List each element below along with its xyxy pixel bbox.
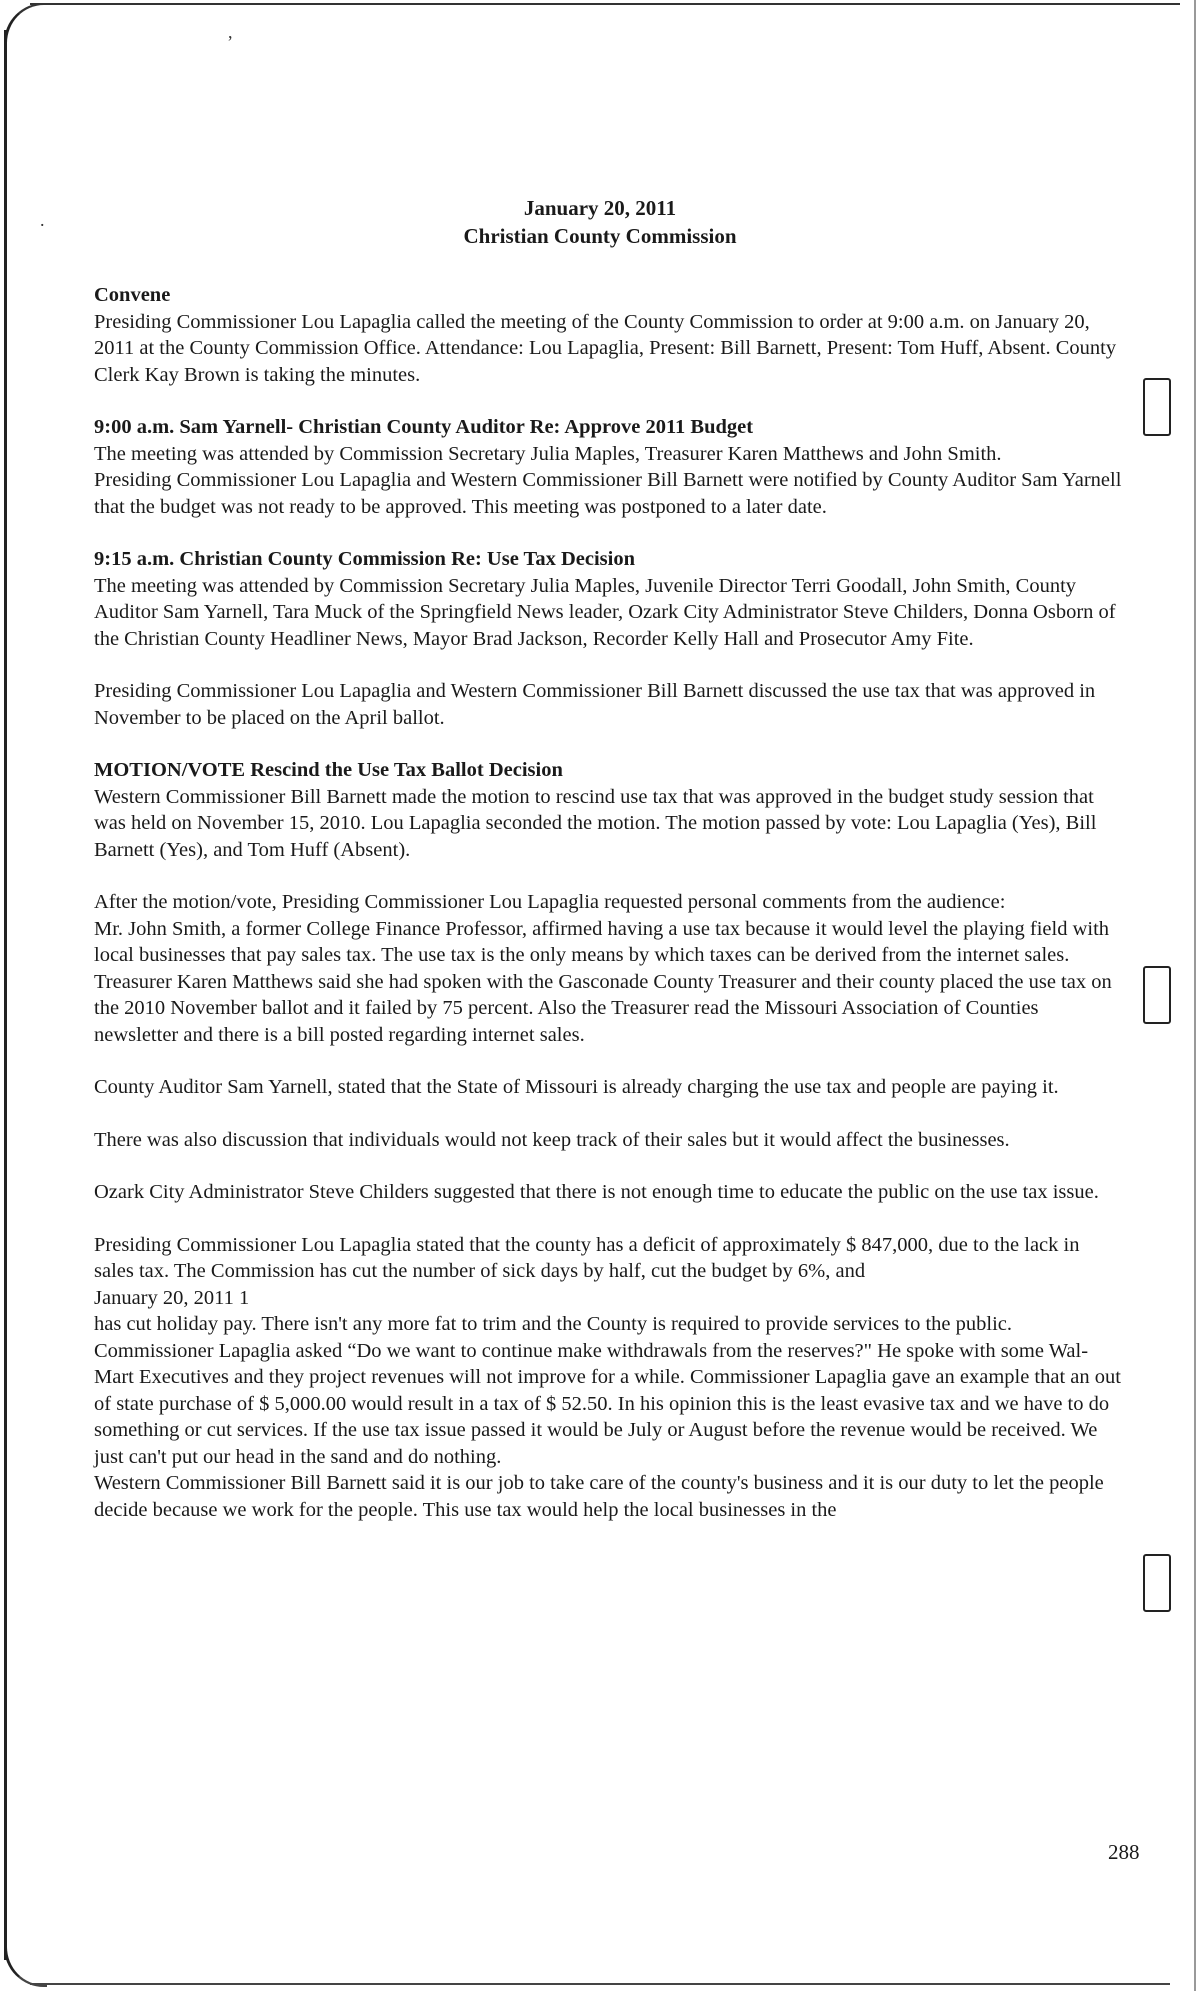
- date-page-stamp: January 20, 2011 1: [94, 1286, 250, 1309]
- scan-border-top: [30, 3, 1180, 5]
- barnett-comment: Western Commissioner Bill Barnett said it is our job to take care of the county's business and it is our duty to let the people decide because we work for the people. This use tax would help the local businesses in the: [94, 1472, 1104, 1521]
- margin-bracket-mark: [1143, 378, 1171, 436]
- page-number: 288: [1108, 1840, 1140, 1864]
- motion-vote-heading: MOTION/VOTE Rescind the Use Tax Ballot Decision: [94, 759, 563, 781]
- convene-text: Presiding Commissioner Lou Lapaglia called the meeting of the County Commission to order at 9:00 a.m. on January 20, 2011 at the County Commission Office. Attendance: Lou Lapaglia, Present: Bill Barnett, Present: Tom Huff, Absent. County Clerk Kay Brown is taking the minutes.: [94, 310, 1117, 386]
- scan-speck: .: [40, 210, 45, 230]
- budget-attendance-text: The meeting was attended by Commission Secretary Julia Maples, Treasurer Karen Matthews and John Smith.: [94, 442, 1002, 465]
- deficit-statement: Presiding Commissioner Lou Lapaglia stated that the county has a deficit of approximately $ 847,000, due to the lack in sales tax. The Commission has cut the number of sick days by half, cut the budget by 6%, and: [94, 1233, 1080, 1282]
- businesses-discussion: There was also discussion that individuals would not keep track of their sales but it would affect the businesses.: [94, 1128, 1010, 1151]
- margin-bracket-mark: [1143, 1554, 1171, 1612]
- convene-heading: Convene: [94, 284, 171, 306]
- use-tax-discussion-text: Presiding Commissioner Lou Lapaglia and Western Commissioner Bill Barnett discussed the use tax that was approved in November to be placed on the April ballot.: [94, 680, 1096, 729]
- reserves-comment: Commissioner Lapaglia asked “Do we want to continue make withdrawals from the reserves?" He spoke with some Wal-Mart Executives and they project revenues will not improve for a while. Commissioner Lapaglia gave an example that an out of state purchase of $ 5,000.00 would result in a tax of $ 52.50. In his opinion this is the least evasive tax and we have to do something or cut services. If the use tax issue passed it would be July or August before the revenue would be received. We just can't put our head in the sand and do nothing.: [94, 1339, 1121, 1468]
- deficit-statement-continued: has cut holiday pay. There isn't any more fat to trim and the County is required to provide services to the public.: [94, 1313, 1012, 1335]
- scan-border-bottom-left: [4, 1945, 47, 1987]
- use-tax-heading: 9:15 a.m. Christian County Commission Re: Use Tax Decision: [94, 548, 635, 570]
- auditor-comment: County Auditor Sam Yarnell, stated that the State of Missouri is already charging the use tax and people are paying it.: [94, 1076, 1059, 1098]
- john-smith-comment: Mr. John Smith, a former College Finance Professor, affirmed having a use tax because it would level the playing field with local businesses that pay sales tax. The use tax is the only means by which taxes can be derived from the internet sales.: [94, 917, 1110, 966]
- treasurer-comment: Treasurer Karen Matthews said she had spoken with the Gasconade County Treasurer and their county placed the use tax on the 2010 November ballot and it failed by 75 percent. Also the Treasurer read the Missouri Association of Counties newsletter and there is a bill posted regarding internet sales.: [94, 970, 1112, 1046]
- budget-heading: 9:00 a.m. Sam Yarnell- Christian County Auditor Re: Approve 2011 Budget: [94, 416, 754, 438]
- motion-vote-text: Western Commissioner Bill Barnett made the motion to rescind use tax that was approved in the budget study session that was held on November 15, 2010. Lou Lapaglia seconded the motion. The motion passed by vote: Lou Lapaglia (Yes), Bill Barnett (Yes), and Tom Huff (Absent).: [94, 785, 1097, 861]
- childers-comment: Ozark City Administrator Steve Childers suggested that there is not enough time to educate the public on the use tax issue.: [94, 1181, 1099, 1203]
- budget-postponed-text: Presiding Commissioner Lou Lapaglia and Western Commissioner Bill Barnett were notified by County Auditor Sam Yarnell that the budget was not ready to be approved. This meeting was postponed to a later date.: [94, 469, 1122, 518]
- scan-border-right: [1194, 0, 1196, 1991]
- scan-border-bottom: [30, 1983, 1170, 1985]
- scan-border-left: [4, 30, 7, 1960]
- audience-comments-intro: After the motion/vote, Presiding Commissioner Lou Lapaglia requested personal comments from the audience:: [94, 891, 1006, 913]
- scan-speck: ,: [228, 22, 233, 42]
- use-tax-attendance-text: The meeting was attended by Commission Secretary Julia Maples, Juvenile Director Terri Goodall, John Smith, County Auditor Sam Yarnell, Tara Muck of the Springfield News leader, Ozark City Administrator Steve Childers, Donna Osborn of the Christian County Headliner News, Mayor Brad Jackson, Recorder Kelly Hall and Prosecutor Amy Fite.: [94, 574, 1116, 650]
- margin-bracket-mark: [1143, 966, 1171, 1024]
- document-date: January 20, 2011: [523, 196, 677, 220]
- minutes-body: [94, 282, 1124, 1523]
- document-title: Christian County Commission: [463, 224, 737, 248]
- scan-border-top-left: [4, 3, 47, 45]
